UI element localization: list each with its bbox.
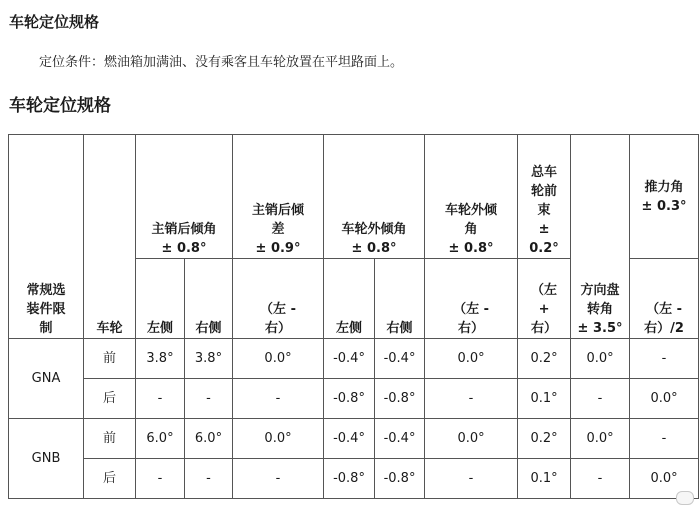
camber-left-cell: -0.4° [324, 339, 375, 379]
header-caster-left: 左侧 [136, 259, 185, 339]
caster-right-cell: - [185, 459, 233, 499]
wheel-cell: 后 [84, 459, 136, 499]
header-wheel: 车轮 [84, 135, 136, 339]
header-camber-left: 左侧 [324, 259, 375, 339]
camber-right-cell: -0.8° [375, 459, 425, 499]
wheel-cell: 前 [84, 339, 136, 379]
steering-cell: 0.0° [571, 419, 630, 459]
steering-cell: 0.0° [571, 339, 630, 379]
camber-diff-cell: 0.0° [425, 419, 518, 459]
caster-left-cell: - [136, 379, 185, 419]
header-total-toe: 总车 轮前 束 ± 0.2° [518, 135, 571, 259]
thrust-cell: - [630, 339, 699, 379]
thrust-cell: 0.0° [630, 459, 699, 499]
caster-diff-cell: - [233, 459, 324, 499]
header-toe-formula: （左 + 右） [518, 259, 571, 339]
toe-cell: 0.1° [518, 459, 571, 499]
camber-diff-cell: - [425, 459, 518, 499]
option-code-cell: GNB [9, 419, 84, 499]
caster-right-cell: 6.0° [185, 419, 233, 459]
header-caster: 主销后倾角 ± 0.8° [136, 135, 233, 259]
steering-cell: - [571, 459, 630, 499]
toe-cell: 0.2° [518, 419, 571, 459]
wheel-cell: 前 [84, 419, 136, 459]
camber-right-cell: -0.4° [375, 419, 425, 459]
camber-left-cell: -0.4° [324, 419, 375, 459]
caster-left-cell: 6.0° [136, 419, 185, 459]
camber-left-cell: -0.8° [324, 379, 375, 419]
caster-left-cell: - [136, 459, 185, 499]
page-edge-mark [676, 491, 694, 505]
toe-cell: 0.2° [518, 339, 571, 379]
page-title: 车轮定位规格 [9, 13, 100, 31]
camber-right-cell: -0.8° [375, 379, 425, 419]
wheel-cell: 后 [84, 379, 136, 419]
option-code-cell: GNA [9, 339, 84, 419]
thrust-cell: 0.0° [630, 379, 699, 419]
camber-left-cell: -0.8° [324, 459, 375, 499]
header-steering-wheel-angle: 方向盘 转角 ± 3.5° [571, 135, 630, 339]
table-row [9, 459, 699, 499]
header-thrust-angle: 推力角 ± 0.3° [630, 135, 699, 259]
header-camber-difference: 车轮外倾 角 ± 0.8° [425, 135, 518, 259]
thrust-cell: - [630, 419, 699, 459]
steering-cell: - [571, 379, 630, 419]
table-row [9, 379, 699, 419]
wheel-alignment-spec-table [8, 134, 699, 499]
caster-diff-cell: 0.0° [233, 419, 324, 459]
caster-right-cell: 3.8° [185, 339, 233, 379]
header-caster-difference: 主销后倾 差 ± 0.9° [233, 135, 324, 259]
caster-left-cell: 3.8° [136, 339, 185, 379]
caster-right-cell: - [185, 379, 233, 419]
header-camber-right: 右侧 [375, 259, 425, 339]
caster-diff-cell: 0.0° [233, 339, 324, 379]
header-camber: 车轮外倾角 ± 0.8° [324, 135, 425, 259]
camber-diff-cell: 0.0° [425, 339, 518, 379]
section-title: 车轮定位规格 [9, 96, 111, 116]
header-option-restriction: 常规选 装件限 制 [9, 135, 84, 339]
alignment-condition-text: 定位条件：燃油箱加满油、没有乘客且车轮放置在平坦路面上。 [39, 55, 404, 70]
table-row [9, 419, 699, 459]
toe-cell: 0.1° [518, 379, 571, 419]
header-camber-formula: （左 - 右） [425, 259, 518, 339]
caster-diff-cell: - [233, 379, 324, 419]
camber-right-cell: -0.4° [375, 339, 425, 379]
table-row [9, 339, 699, 379]
header-caster-formula: （左 - 右） [233, 259, 324, 339]
header-caster-right: 右侧 [185, 259, 233, 339]
header-thrust-formula: （左 - 右）/2 [630, 259, 699, 339]
camber-diff-cell: - [425, 379, 518, 419]
